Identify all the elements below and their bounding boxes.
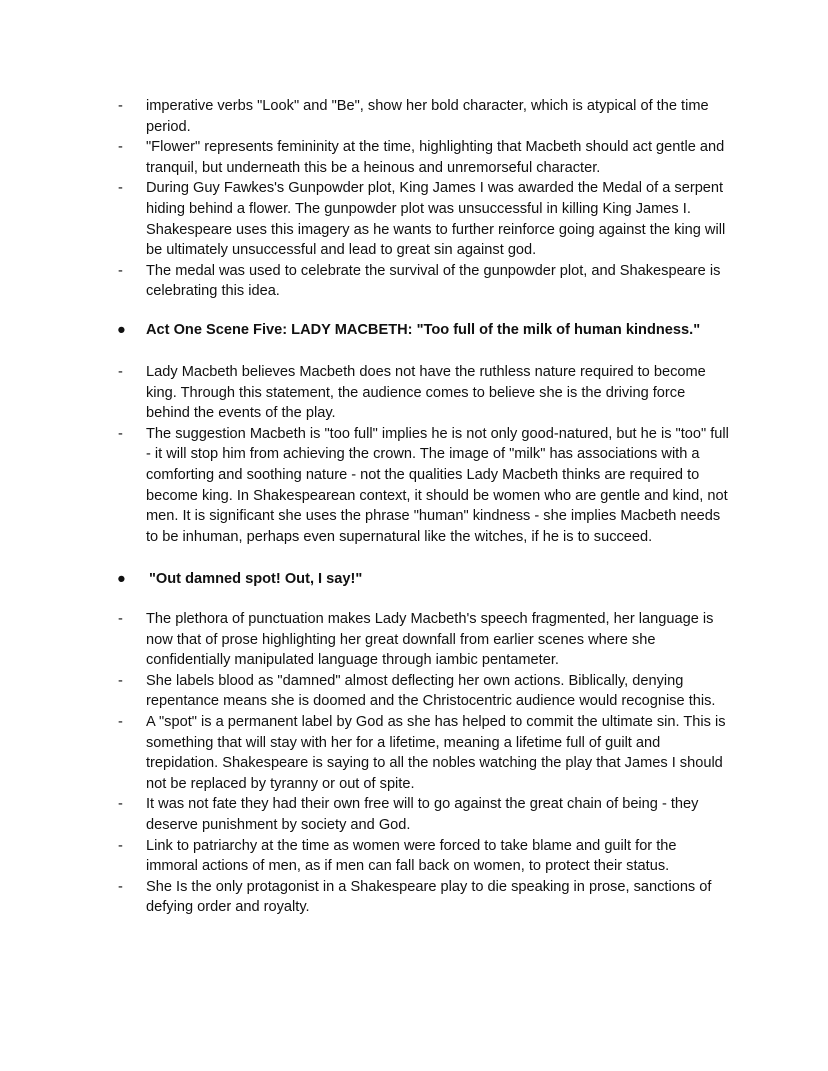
- point-text: She labels blood as "damned" almost deflecting her own actions. Biblically, denying repentance means she is doomed and the Christocentric audience would recognise this.: [146, 672, 716, 710]
- list-item: [0, 671, 828, 712]
- dash-marker: -: [118, 139, 123, 156]
- list-item: [0, 712, 828, 794]
- point-text: During Guy Fawkes's Gunpowder plot, King James I was awarded the Medal of a serpent hiding behind a flower. The gunpowder plot was unsuccessful in killing King James I. Shakespeare uses this imagery as he wants to further reinforce going against the king will be ultimately unsuccessful and lead to great sin against god.: [146, 180, 726, 259]
- point-text: The suggestion Macbeth is "too full" implies he is not only good-natured, but he is "too" full - it will stop him from achieving the crown. The image of "milk" has associations with a comforting and soothing nature - not the qualities Lady Macbeth thinks are required to become king. In Shakespearean context, it should be women who are gentle and kind, not men. It is significant she uses the phrase "human" kindness - she implies Macbeth needs to be inhuman, perhaps even supernatural like the witches, if he is to succeed.: [146, 425, 729, 545]
- point-text: Lady Macbeth believes Macbeth does not have the ruthless nature required to become king. Through this statement, the audience comes to believe she is the driving force behind the events of the play.: [146, 364, 706, 422]
- point-text: The medal was used to celebrate the survival of the gunpowder plot, and Shakespeare is celebrating this idea.: [146, 262, 721, 300]
- list-item: [0, 178, 828, 260]
- list-item: [0, 362, 828, 424]
- dash-marker: -: [118, 796, 123, 813]
- dash-marker: -: [118, 878, 123, 895]
- section-heading-text: Act One Scene Five: LADY MACBETH: "Too full of the milk of human kindness.": [146, 322, 701, 338]
- dash-marker: -: [118, 98, 123, 114]
- spot-point-list: [0, 609, 828, 918]
- point-text: A "spot" is a permanent label by God as she has helped to commit the ultimate sin. This is something that will stay with her for a lifetime, meaning a lifetime full of guilt and trepidation. Shakespeare is saying to all the nobles watching the play that James I should not be replaced by tyranny or out of spite.: [146, 713, 726, 792]
- list-item: [0, 877, 828, 918]
- dash-marker: -: [118, 611, 123, 627]
- point-text: She Is the only protagonist in a Shakespeare play to die speaking in prose, sanctions of defying order and royalty.: [146, 878, 712, 916]
- bullet-marker: ●: [117, 571, 126, 587]
- milk-point-list: [0, 362, 828, 547]
- dash-marker: -: [118, 713, 123, 730]
- point-text: It was not fate they had their own free will to go against the great chain of being - they deserve punishment by society and God.: [146, 796, 699, 833]
- dash-marker: -: [118, 425, 123, 442]
- dash-marker: -: [118, 180, 123, 197]
- dash-marker: -: [118, 262, 123, 279]
- intro-point-list: [0, 96, 828, 302]
- bullet-marker: ●: [117, 322, 126, 338]
- point-text: "Flower" represents femininity at the time, highlighting that Macbeth should act gentle and tranquil, but underneath this be a heinous and unremorseful character.: [146, 139, 725, 176]
- list-item: [0, 261, 828, 302]
- point-text: imperative verbs "Look" and "Be", show her bold character, which is atypical of the time period.: [146, 98, 709, 135]
- list-item: [0, 424, 828, 548]
- dash-marker: -: [118, 837, 123, 854]
- section-heading-text: "Out damned spot! Out, I say!": [149, 571, 363, 587]
- list-item: [0, 137, 828, 178]
- dash-marker: -: [118, 364, 123, 380]
- list-item: [0, 794, 828, 835]
- point-text: The plethora of punctuation makes Lady Macbeth's speech fragmented, her language is now that of prose highlighting her great downfall from earlier scenes where she confidentially manipulated language through iambic pentameter.: [146, 611, 714, 669]
- dash-marker: -: [118, 672, 123, 689]
- point-text: Link to patriarchy at the time as women were forced to take blame and guilt for the immoral actions of men, as if men can fall back on women, to protect their status.: [146, 837, 677, 875]
- list-item: [0, 96, 828, 137]
- list-item: [0, 836, 828, 877]
- list-item: [0, 609, 828, 671]
